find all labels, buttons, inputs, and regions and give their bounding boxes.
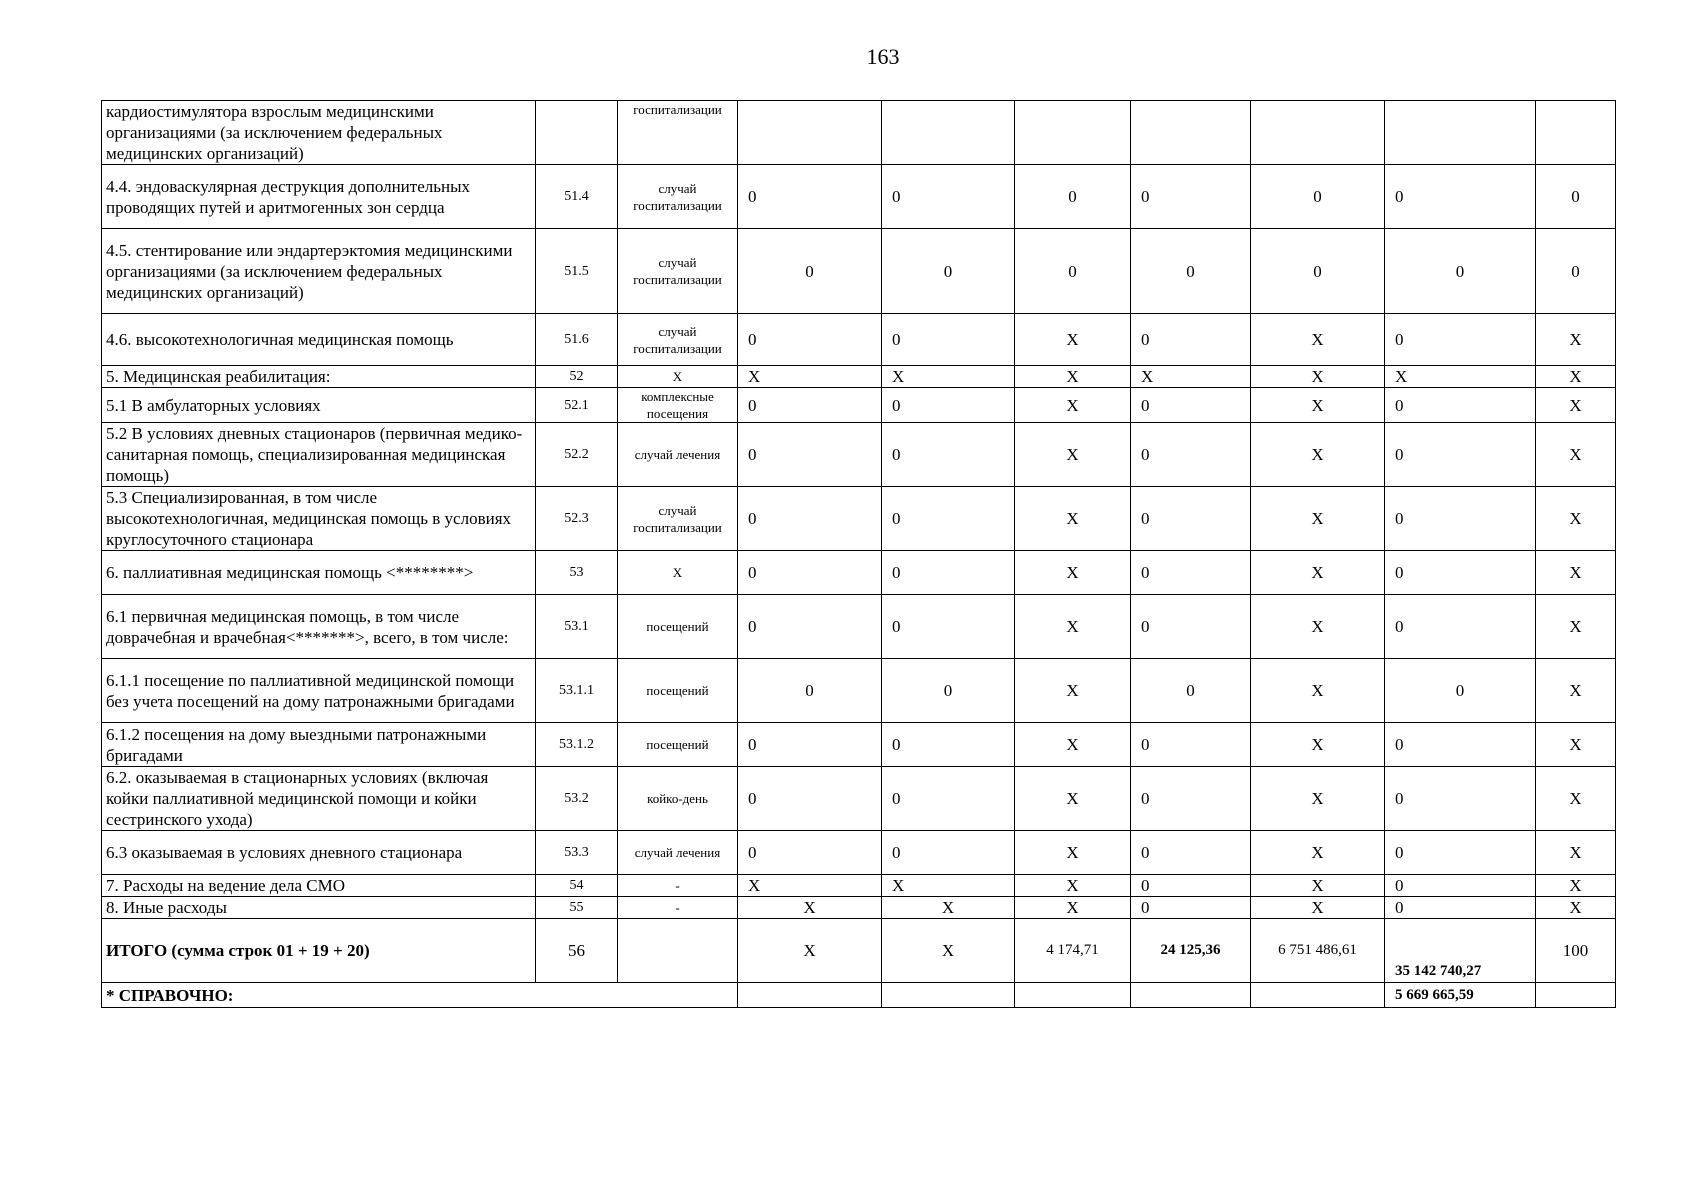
row-value — [1131, 101, 1251, 165]
row-value: 0 — [1536, 165, 1616, 229]
row-value: X — [1015, 767, 1131, 831]
row-value: 0 — [1131, 165, 1251, 229]
row-value: 0 — [738, 423, 882, 487]
row-unit: комплексные посещения — [618, 388, 738, 423]
row-name: 5.3 Специализированная, в том числе высокотехнологичная, медицинская помощь в условиях круглосуточного стационара — [102, 487, 536, 551]
total-name: ИТОГО (сумма строк 01 + 19 + 20) — [102, 919, 536, 983]
row-value: 0 — [882, 551, 1015, 595]
row-value: X — [1536, 875, 1616, 897]
row-code: 53.3 — [536, 831, 618, 875]
row-value: 0 — [1385, 423, 1536, 487]
row-value: X — [1385, 366, 1536, 388]
row-value: X — [738, 366, 882, 388]
row-value: 0 — [1131, 551, 1251, 595]
row-value: 0 — [738, 831, 882, 875]
row-value: 0 — [882, 487, 1015, 551]
row-unit: посещений — [618, 659, 738, 723]
row-name: 6.1.2 посещения на дому выездными патронажными бригадами — [102, 723, 536, 767]
row-value: 0 — [882, 229, 1015, 314]
row-value: X — [1536, 423, 1616, 487]
row-value: 0 — [1131, 423, 1251, 487]
row-value: X — [1536, 723, 1616, 767]
row-value: 0 — [882, 595, 1015, 659]
row-value: X — [1536, 595, 1616, 659]
table-row — [102, 388, 1616, 423]
row-value — [882, 101, 1015, 165]
row-name: 4.4. эндоваскулярная деструкция дополнительных проводящих путей и аритмогенных зон сердца — [102, 165, 536, 229]
row-value: 0 — [738, 487, 882, 551]
row-unit: - — [618, 875, 738, 897]
row-value: X — [1251, 366, 1385, 388]
row-value: X — [1251, 723, 1385, 767]
table-row — [102, 595, 1616, 659]
row-value: X — [1536, 314, 1616, 366]
table-row — [102, 659, 1616, 723]
row-value: X — [1015, 897, 1131, 919]
row-value: X — [1251, 595, 1385, 659]
row-code: 53.2 — [536, 767, 618, 831]
row-unit: X — [618, 551, 738, 595]
row-value: X — [1536, 767, 1616, 831]
empty-cell — [738, 983, 882, 1008]
total-row — [102, 919, 1616, 983]
row-value: 0 — [738, 723, 882, 767]
row-value: 0 — [882, 659, 1015, 723]
row-name: 6. паллиативная медицинская помощь <********> — [102, 551, 536, 595]
row-value: X — [1536, 388, 1616, 423]
row-value: 0 — [1131, 831, 1251, 875]
row-value: X — [1015, 595, 1131, 659]
row-value: 0 — [1385, 229, 1536, 314]
total-unit — [618, 919, 738, 983]
page-number: 163 — [866, 44, 900, 69]
row-name: 4.6. высокотехнологичная медицинская помощь — [102, 314, 536, 366]
row-value: 0 — [1131, 314, 1251, 366]
total-value: 24 125,36 — [1131, 919, 1251, 983]
table-row — [102, 875, 1616, 897]
row-value: 0 — [738, 551, 882, 595]
row-value: 0 — [882, 165, 1015, 229]
row-value: 0 — [738, 659, 882, 723]
total-value: 100 — [1536, 919, 1616, 983]
table-row — [102, 366, 1616, 388]
row-value: 0 — [1385, 314, 1536, 366]
financing-table — [101, 100, 1616, 1008]
row-code: 54 — [536, 875, 618, 897]
row-value: X — [1536, 659, 1616, 723]
empty-cell — [1536, 983, 1616, 1008]
row-value: X — [1536, 831, 1616, 875]
row-value: 0 — [1385, 551, 1536, 595]
row-value: X — [1536, 551, 1616, 595]
table-row — [102, 551, 1616, 595]
total-value: 35 142 740,27 — [1385, 919, 1536, 983]
row-unit: X — [618, 366, 738, 388]
row-unit: случай госпитализации — [618, 314, 738, 366]
row-code: 52.2 — [536, 423, 618, 487]
row-value: 0 — [1131, 875, 1251, 897]
row-value: 0 — [738, 767, 882, 831]
row-value: 0 — [1131, 229, 1251, 314]
row-code: 53 — [536, 551, 618, 595]
row-value: X — [1015, 551, 1131, 595]
row-code — [536, 101, 618, 165]
row-value: X — [738, 897, 882, 919]
row-value — [1015, 101, 1131, 165]
row-value: X — [1015, 875, 1131, 897]
table-row — [102, 723, 1616, 767]
row-code: 52.1 — [536, 388, 618, 423]
table-row — [102, 767, 1616, 831]
row-value: X — [882, 366, 1015, 388]
row-value: X — [1536, 897, 1616, 919]
row-code: 53.1 — [536, 595, 618, 659]
row-unit: госпитализации — [618, 101, 738, 165]
row-value: 0 — [738, 229, 882, 314]
empty-cell — [1015, 983, 1131, 1008]
row-value: X — [1251, 659, 1385, 723]
reference-row — [102, 983, 1616, 1008]
row-unit: посещений — [618, 595, 738, 659]
row-unit: случай лечения — [618, 423, 738, 487]
reference-value: 5 669 665,59 — [1385, 983, 1536, 1008]
row-unit: случай госпитализации — [618, 229, 738, 314]
row-value: X — [1015, 487, 1131, 551]
table-row — [102, 165, 1616, 229]
row-value: X — [1251, 875, 1385, 897]
row-value: 0 — [882, 767, 1015, 831]
row-value: X — [1251, 767, 1385, 831]
row-name: 5.2 В условиях дневных стационаров (первичная медико-санитарная помощь, специализированная медицинская помощь) — [102, 423, 536, 487]
total-value: X — [738, 919, 882, 983]
row-name: 4.5. стентирование или эндартерэктомия медицинскими организациями (за исключением федеральных медицинских организаций) — [102, 229, 536, 314]
row-value: 0 — [1251, 229, 1385, 314]
row-unit: случай лечения — [618, 831, 738, 875]
row-name: 8. Иные расходы — [102, 897, 536, 919]
row-unit: койко-день — [618, 767, 738, 831]
row-unit: случай госпитализации — [618, 487, 738, 551]
row-value: X — [1251, 551, 1385, 595]
row-value: 0 — [1385, 388, 1536, 423]
row-value: X — [882, 897, 1015, 919]
row-value — [1385, 101, 1536, 165]
row-code: 52.3 — [536, 487, 618, 551]
row-value: X — [1251, 897, 1385, 919]
row-value: 0 — [1385, 165, 1536, 229]
row-value: 0 — [1131, 659, 1251, 723]
row-value: 0 — [738, 595, 882, 659]
row-value: 0 — [1385, 723, 1536, 767]
row-value: 0 — [1385, 831, 1536, 875]
empty-cell — [882, 983, 1015, 1008]
row-value: 0 — [1131, 897, 1251, 919]
row-unit: - — [618, 897, 738, 919]
row-value — [1536, 101, 1616, 165]
table-row — [102, 423, 1616, 487]
row-code: 52 — [536, 366, 618, 388]
row-value: 0 — [1015, 229, 1131, 314]
row-value: X — [738, 875, 882, 897]
row-value: 0 — [1385, 595, 1536, 659]
table-row — [102, 897, 1616, 919]
row-value: 0 — [882, 388, 1015, 423]
row-name: 6.2. оказываемая в стационарных условиях (включая койки паллиативной медицинской помощи и койки сестринского ухода) — [102, 767, 536, 831]
row-value: 0 — [1131, 723, 1251, 767]
table-row — [102, 487, 1616, 551]
row-value: X — [1015, 659, 1131, 723]
row-value: 0 — [1385, 487, 1536, 551]
row-value: 0 — [882, 831, 1015, 875]
row-value: X — [1015, 831, 1131, 875]
row-code: 53.1.2 — [536, 723, 618, 767]
row-code: 51.6 — [536, 314, 618, 366]
row-value: X — [1251, 388, 1385, 423]
row-value: X — [1015, 423, 1131, 487]
row-value: 0 — [1131, 487, 1251, 551]
row-value: X — [1015, 314, 1131, 366]
row-value: 0 — [1385, 659, 1536, 723]
row-value: X — [1251, 487, 1385, 551]
row-value: X — [1251, 423, 1385, 487]
row-value: X — [1251, 314, 1385, 366]
row-code: 53.1.1 — [536, 659, 618, 723]
row-value: X — [1131, 366, 1251, 388]
row-code: 51.4 — [536, 165, 618, 229]
row-value: 0 — [1131, 767, 1251, 831]
row-value — [738, 101, 882, 165]
row-name: кардиостимулятора взрослым медицинскими организациями (за исключением федеральных медицинских организаций) — [102, 101, 536, 165]
table-row — [102, 101, 1616, 165]
row-name: 5.1 В амбулаторных условиях — [102, 388, 536, 423]
row-name: 7. Расходы на ведение дела СМО — [102, 875, 536, 897]
row-value: 0 — [1536, 229, 1616, 314]
row-unit: посещений — [618, 723, 738, 767]
row-value: 0 — [1015, 165, 1131, 229]
total-value: X — [882, 919, 1015, 983]
table-row — [102, 831, 1616, 875]
empty-cell — [1251, 983, 1385, 1008]
row-value: 0 — [1385, 875, 1536, 897]
row-value: X — [1015, 388, 1131, 423]
row-value: X — [1536, 366, 1616, 388]
reference-label: * СПРАВОЧНО: — [102, 983, 738, 1008]
row-value: X — [882, 875, 1015, 897]
row-name: 6.1 первичная медицинская помощь, в том числе доврачебная и врачебная<*******>, всего, в том числе: — [102, 595, 536, 659]
row-name: 6.1.1 посещение по паллиативной медицинской помощи без учета посещений на дому патронажными бригадами — [102, 659, 536, 723]
row-code: 51.5 — [536, 229, 618, 314]
row-value: X — [1536, 487, 1616, 551]
row-value: 0 — [882, 723, 1015, 767]
total-value: 6 751 486,61 — [1251, 919, 1385, 983]
row-value: 0 — [738, 388, 882, 423]
row-value: 0 — [738, 165, 882, 229]
row-value: 0 — [1131, 595, 1251, 659]
total-code: 56 — [536, 919, 618, 983]
row-value: X — [1251, 831, 1385, 875]
row-value: X — [1015, 723, 1131, 767]
row-value: 0 — [1131, 388, 1251, 423]
row-name: 5. Медицинская реабилитация: — [102, 366, 536, 388]
row-value: 0 — [1385, 897, 1536, 919]
row-value: 0 — [1385, 767, 1536, 831]
row-unit: случай госпитализации — [618, 165, 738, 229]
row-value: 0 — [882, 314, 1015, 366]
table-row — [102, 229, 1616, 314]
row-value: X — [1015, 366, 1131, 388]
row-code: 55 — [536, 897, 618, 919]
row-value — [1251, 101, 1385, 165]
row-value: 0 — [1251, 165, 1385, 229]
row-name: 6.3 оказываемая в условиях дневного стационара — [102, 831, 536, 875]
total-value: 4 174,71 — [1015, 919, 1131, 983]
table-body — [102, 101, 1616, 1008]
row-value: 0 — [738, 314, 882, 366]
row-value: 0 — [882, 423, 1015, 487]
table-row — [102, 314, 1616, 366]
empty-cell — [1131, 983, 1251, 1008]
